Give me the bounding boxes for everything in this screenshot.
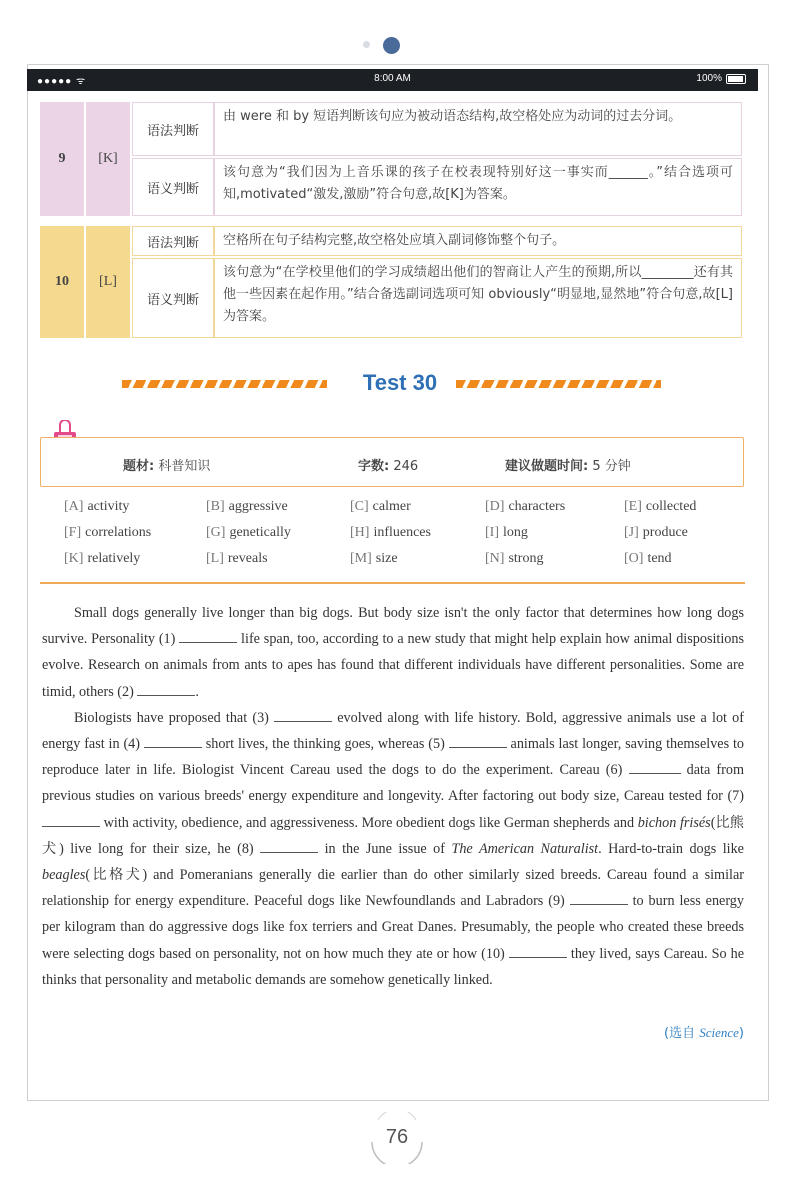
option-word: aggressive: [228, 499, 288, 514]
blank-7[interactable]: [42, 814, 100, 827]
time-info: 建议做题时间: 5 分钟: [505, 459, 631, 474]
row-label: 语法判断: [132, 226, 214, 256]
option-item: [350, 499, 411, 515]
option-word: produce: [642, 525, 688, 540]
option-item: [485, 551, 543, 567]
word-count-info: 字数: 246: [358, 459, 419, 474]
paragraph-1: Small dogs generally live longer than big dogs. But body size isn't the only factor that determines how long dogs survive. Personality (1) life span, too, according to a new study that might help explain how animal dispositions evolve. Research on animals from ants to apes has found that different individuals have different personalities. Some are timid, others (2) .: [42, 605, 744, 700]
option-key: [I]: [485, 525, 499, 540]
row-text: 该句意为“在学校里他们的学习成绩超出他们的智商让人产生的预期,所以________还有其他一些因素在起作用。”结合备选副词选项可知 obviously“明显地,显然地”符合句意,故[L]为答案。: [214, 258, 742, 338]
status-bar: [27, 69, 758, 91]
option-key: [O]: [624, 551, 644, 566]
option-item: [350, 525, 431, 541]
answer-row-grammar: [132, 226, 742, 256]
option-key: [J]: [624, 525, 639, 540]
option-item: [64, 499, 129, 515]
option-key: [E]: [624, 499, 642, 514]
option-word: collected: [645, 499, 697, 514]
blank-2[interactable]: [137, 683, 195, 696]
blank-3[interactable]: [274, 709, 332, 722]
answer-block-10: [40, 226, 744, 338]
answer-number: 10: [40, 226, 84, 338]
option-key: [H]: [350, 525, 370, 540]
paragraph-2: Biologists have proposed that (3) evolved along with life history. Bold, aggressive animals use a lot of energy fast in (4) short lives, the thinking goes, whereas (5) animals last longer, saving themselves to reproduce later in life. Biologist Vincent Careau used the dogs to do the experiment. Careau (6) data from previous studies on various breeds' energy expenditure and longevity. After factoring out body size, Careau tested for (7) with activity, obedience, and aggressiveness. More obedient dogs like German shepherds and bichon frisés(比熊犬) live long for their size, he (8) in the June issue of The American Naturalist. Hard-to-train dogs like beagles(比格犬) and Pomeranians generally die earlier than do other similarly sized breeds. Careau found a similar relationship for energy expenditure. Peaceful dogs like Newfoundlands and Labradors (9) to burn less energy per kilogram than do aggressive dogs like fox terriers and Great Danes. Presumably, the people who created these breeds were selecting dogs based on personality, not on how much they ate or how (10) they lived, says Careau. So he thinks that personality and metabolic demands are somehow genetically linked.: [42, 709, 745, 988]
option-word: activity: [87, 499, 130, 514]
info-box: [40, 437, 744, 487]
option-item: [485, 525, 528, 541]
option-item: [206, 525, 291, 541]
answer-row-semantic: [132, 158, 742, 216]
answer-letter: [L]: [86, 226, 130, 338]
option-item: [624, 551, 672, 567]
status-time: 8:00 AM: [374, 73, 411, 84]
option-word: calmer: [372, 499, 411, 514]
option-key: [A]: [64, 499, 84, 514]
row-text: 由 were 和 by 短语判断该句应为被动语态结构,故空格处应为动词的过去分词。: [214, 102, 742, 156]
option-word: long: [503, 525, 528, 540]
source-citation: (选自 Science): [664, 1025, 744, 1041]
divider: [40, 582, 745, 584]
option-item: [206, 499, 288, 515]
option-item: [206, 551, 268, 567]
option-word: reveals: [227, 551, 268, 566]
option-word: size: [375, 551, 398, 566]
page-number: 76: [385, 1126, 409, 1148]
answer-row-semantic: [132, 258, 742, 338]
row-label: 语义判断: [132, 158, 214, 216]
answer-block-9: [40, 102, 744, 216]
row-label: 语义判断: [132, 258, 214, 338]
blank-9[interactable]: [570, 892, 628, 905]
blank-10[interactable]: [509, 945, 567, 958]
option-word: tend: [647, 551, 672, 566]
option-item: [485, 499, 565, 515]
option-word: correlations: [85, 525, 152, 540]
option-key: [G]: [206, 525, 226, 540]
row-text: 该句意为“我们因为上音乐课的孩子在校表现特别好这一事实而______。”结合选项可知,motivated“激发,激励”符合句意,故[K]为答案。: [214, 158, 742, 216]
option-item: [624, 499, 696, 515]
option-word: characters: [508, 499, 566, 514]
blank-1[interactable]: [179, 630, 237, 643]
topic-info: 题材: 科普知识: [123, 459, 211, 474]
wifi-icon: ᯤ: [75, 76, 87, 87]
option-key: [F]: [64, 525, 82, 540]
blank-5[interactable]: [449, 735, 507, 748]
row-text: 空格所在句子结构完整,故空格处应填入副词修饰整个句子。: [214, 226, 742, 256]
option-word: strong: [508, 551, 544, 566]
option-key: [K]: [64, 551, 84, 566]
option-item: [64, 525, 151, 541]
title-decoration-right: [456, 380, 661, 388]
option-key: [B]: [206, 499, 225, 514]
option-key: [D]: [485, 499, 505, 514]
option-key: [N]: [485, 551, 505, 566]
option-item: [350, 551, 398, 567]
blank-6[interactable]: [629, 761, 681, 774]
battery-status: 100%: [696, 73, 746, 84]
option-word: influences: [373, 525, 431, 540]
blank-8[interactable]: [260, 840, 318, 853]
option-key: [C]: [350, 499, 369, 514]
passage: [42, 600, 744, 993]
blank-4[interactable]: [144, 735, 202, 748]
battery-icon: [726, 74, 746, 84]
answer-row-grammar: [132, 102, 742, 156]
answer-number: 9: [40, 102, 84, 216]
option-key: [L]: [206, 551, 224, 566]
option-word: relatively: [87, 551, 141, 566]
answer-letter: [K]: [86, 102, 130, 216]
page-number-badge: [368, 1112, 426, 1164]
camera-sensor-dot: [363, 41, 370, 48]
test-title: Test 30: [362, 370, 438, 395]
option-item: [64, 551, 140, 567]
camera-lens: [383, 37, 400, 54]
option-key: [M]: [350, 551, 372, 566]
signal-indicator: ●●●●● ᯤ: [37, 76, 87, 87]
option-item: [624, 525, 688, 541]
row-label: 语法判断: [132, 102, 214, 156]
option-word: genetically: [229, 525, 291, 540]
